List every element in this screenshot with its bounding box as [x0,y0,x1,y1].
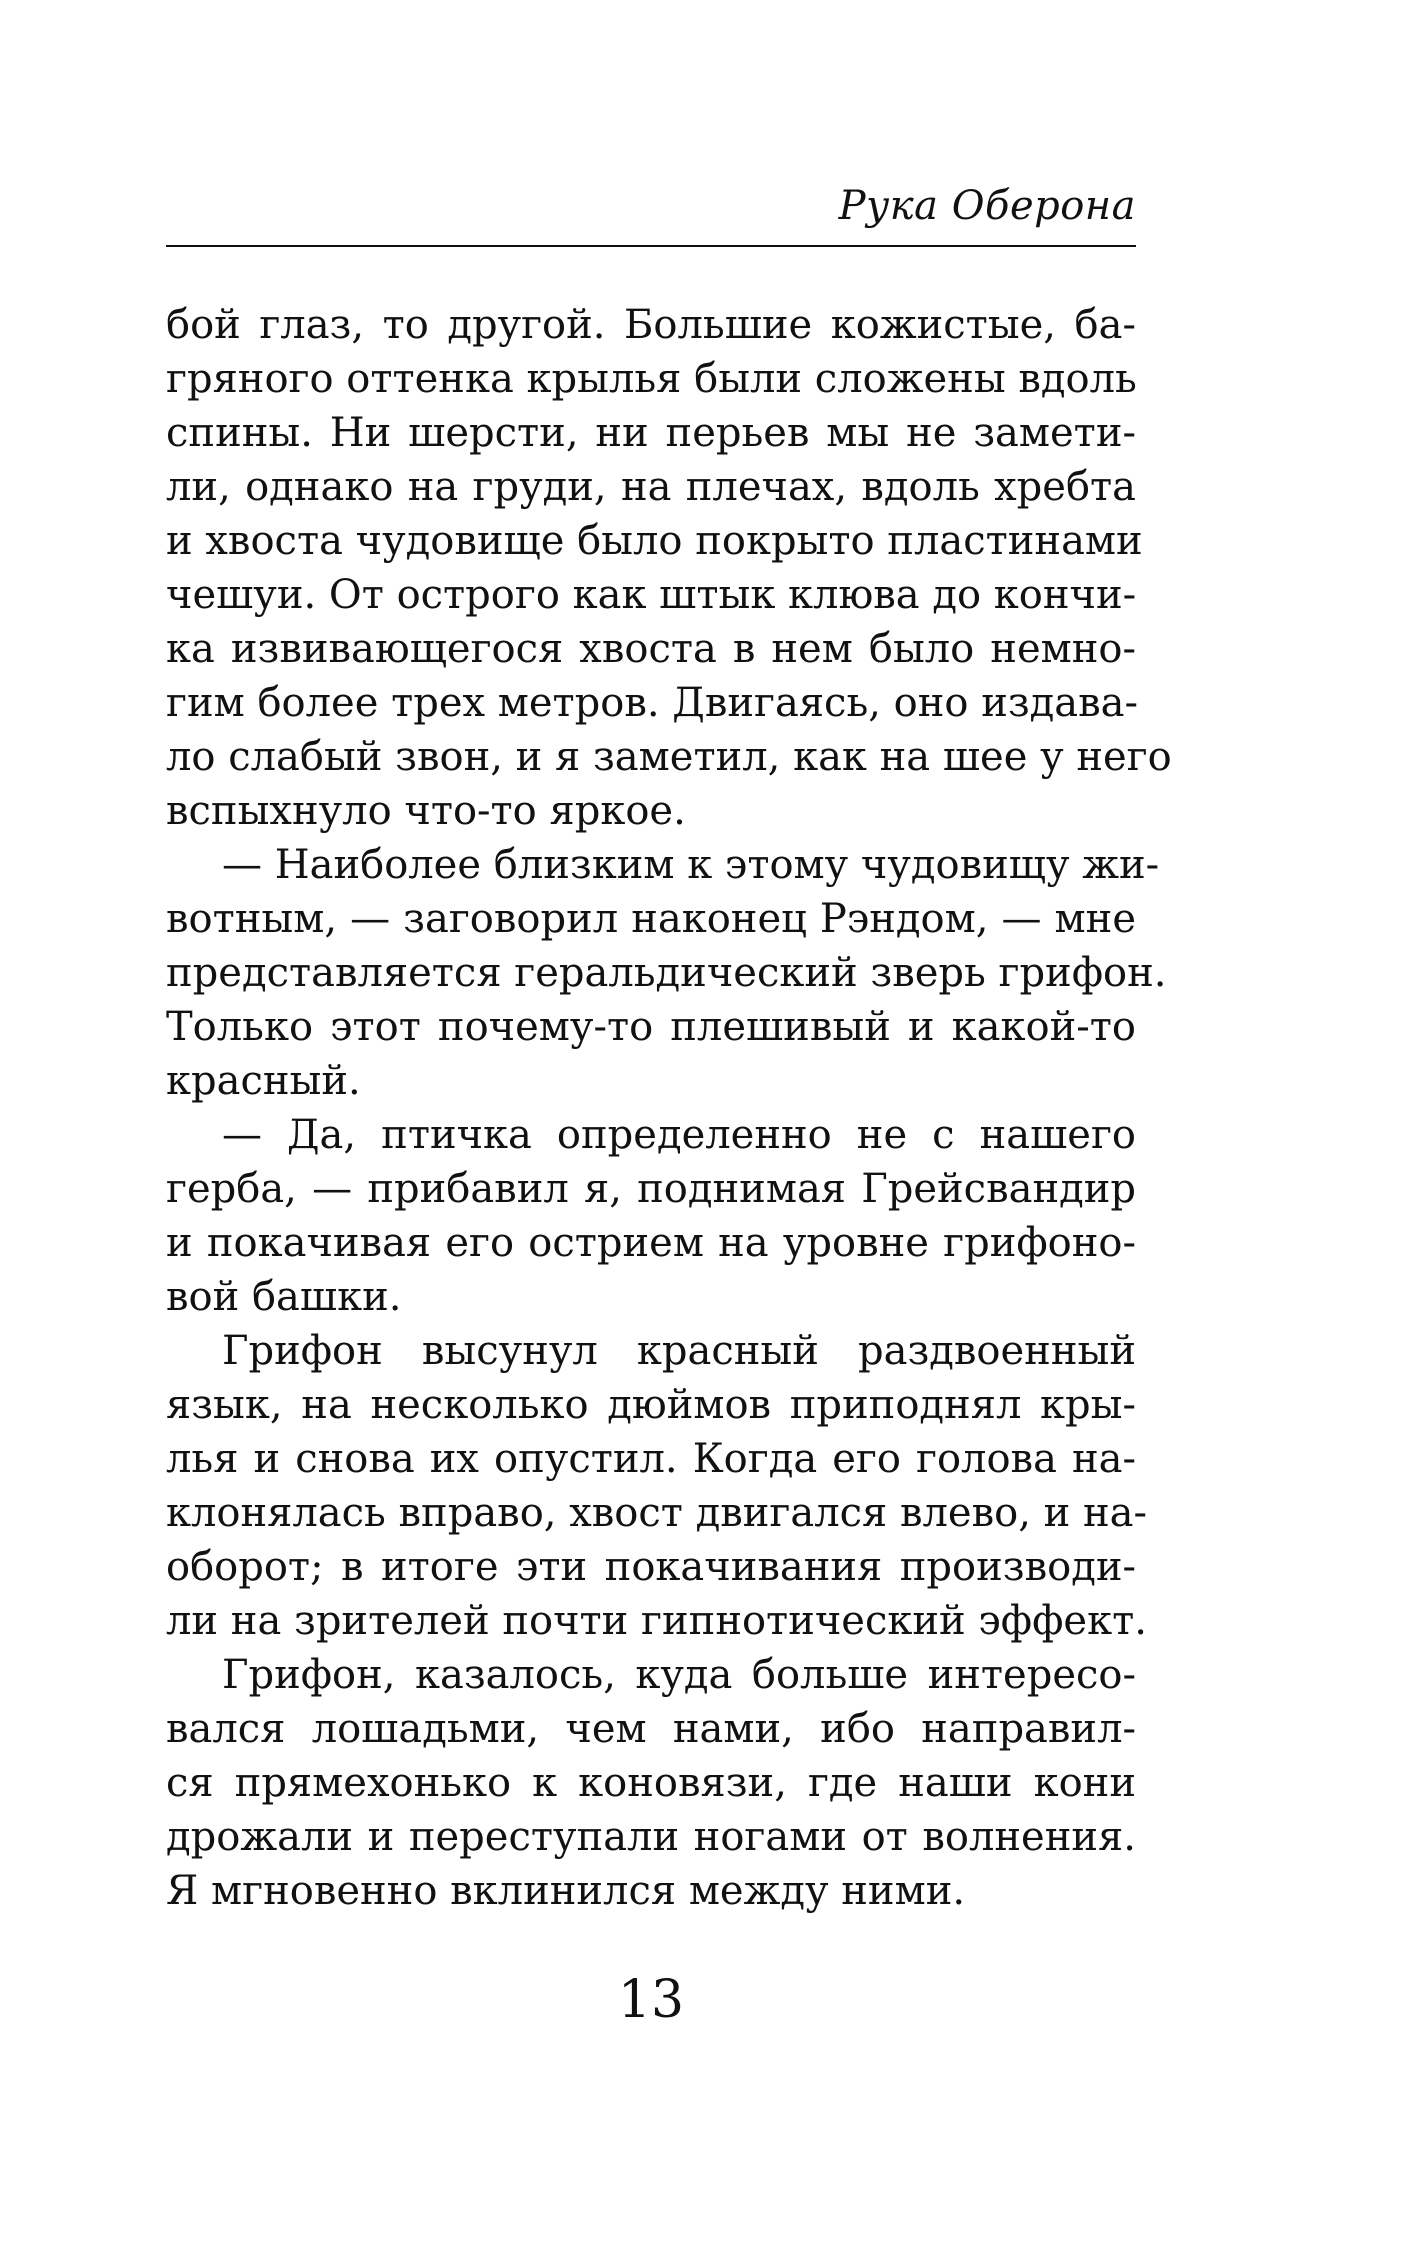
header-rule [166,245,1136,247]
text-line: Грифон, казалось, куда больше интересо- [222,1652,1136,1698]
page-number: 13 [617,1970,685,2030]
text-line: вотным, — заговорил наконец Рэндом, — мне [166,896,1136,942]
text-line: бой глаз, то другой. Большие кожистые, ба- [166,302,1136,348]
text-line: дрожали и переступали ногами от волнения. [166,1814,1136,1860]
text-line: герба, — прибавил я, поднимая Грейсвандир [166,1166,1136,1212]
text-line: спины. Ни шерсти, ни перьев мы не замети- [166,410,1136,456]
text-line: вался лошадьми, чем нами, ибо направил- [166,1706,1136,1752]
text-line: клонялась вправо, хвост двигался влево, и на- [166,1490,1148,1536]
body-text [166,298,1172,1918]
text-line: ли, однако на груди, на плечах, вдоль хребта [166,464,1136,510]
text-line: Я мгновенно вклинился между ними. [166,1868,966,1914]
text-line: ка извивающегося хвоста в нем было немно- [166,626,1136,672]
text-line: вспыхнуло что-то яркое. [166,788,686,834]
text-line: и покачивая его острием на уровне грифоно- [166,1220,1136,1266]
text-line: Только этот почему-то плешивый и какой-то [166,1004,1136,1050]
text-line: представляется геральдический зверь грифон. [166,950,1167,996]
text-line: лья и снова их опустил. Когда его голова на- [166,1436,1136,1482]
text-line: — Наиболее близким к этому чудовищу жи- [222,842,1160,888]
text-line: красный. [166,1058,361,1104]
text-line: и хвоста чудовище было покрыто пластинами [166,518,1143,564]
text-line: оборот; в итоге эти покачивания производи- [166,1544,1136,1590]
text-line: язык, на несколько дюймов приподнял кры- [166,1382,1136,1428]
text-line: вой башки. [166,1274,402,1320]
text-line: ло слабый звон, и я заметил, как на шее у него [166,734,1172,780]
text-line: гим более трех метров. Двигаясь, оно издава- [166,680,1139,726]
running-head: Рука Оберона [838,183,1136,229]
text-line: чешуи. От острого как штык клюва до кончи- [166,572,1137,618]
text-line: ли на зрителей почти гипнотический эффект. [166,1598,1147,1644]
text-line: — Да, птичка определенно не с нашего [222,1112,1136,1158]
text-line: Грифон высунул красный раздвоенный [222,1328,1136,1374]
text-line: ся прямехонько к коновязи, где наши кони [166,1760,1136,1806]
text-line: гряного оттенка крылья были сложены вдоль [166,356,1137,402]
